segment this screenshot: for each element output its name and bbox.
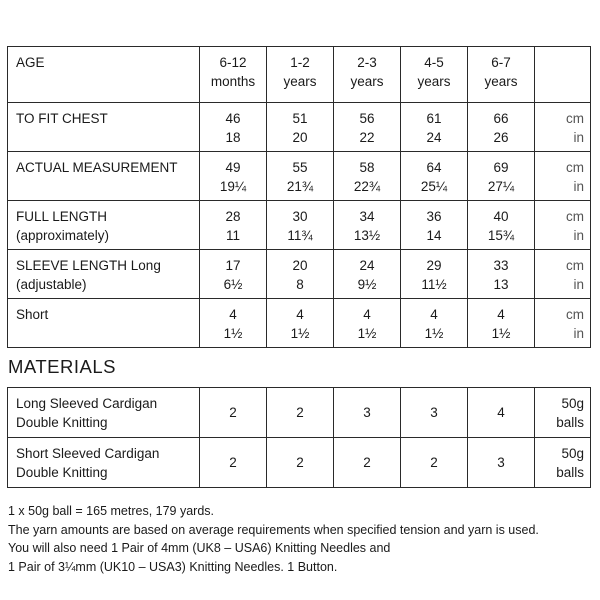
measure-cell: 51 20 bbox=[267, 103, 334, 152]
unit-cell: 50g balls bbox=[535, 388, 591, 438]
size-col-header: 6-12 months bbox=[200, 47, 267, 103]
measure-cell: 4 1½ bbox=[267, 299, 334, 348]
measure-cell: 56 22 bbox=[334, 103, 401, 152]
ball-count-cell: 3 bbox=[468, 438, 535, 488]
row-label: Short Sleeved Cardigan Double Knitting bbox=[8, 438, 200, 488]
materials-row bbox=[8, 388, 591, 438]
measure-cell: 28 11 bbox=[200, 201, 267, 250]
measure-cell: 64 25¼ bbox=[401, 152, 468, 201]
measure-cell: 4 1½ bbox=[334, 299, 401, 348]
age-label: AGE bbox=[8, 47, 200, 103]
ball-count-cell: 2 bbox=[200, 438, 267, 488]
unit-cell: cm in bbox=[535, 103, 591, 152]
measure-cell: 69 27¼ bbox=[468, 152, 535, 201]
ball-count-cell: 2 bbox=[334, 438, 401, 488]
measure-cell: 40 15¾ bbox=[468, 201, 535, 250]
ball-count-cell: 2 bbox=[401, 438, 468, 488]
unit-cell: cm in bbox=[535, 250, 591, 299]
unit-cell: cm in bbox=[535, 152, 591, 201]
row-label: ACTUAL MEASUREMENT bbox=[8, 152, 200, 201]
measure-cell: 66 26 bbox=[468, 103, 535, 152]
ball-count-cell: 3 bbox=[401, 388, 468, 438]
unit-cell: cm in bbox=[535, 201, 591, 250]
measure-cell: 17 6½ bbox=[200, 250, 267, 299]
measure-cell: 55 21¾ bbox=[267, 152, 334, 201]
measure-cell: 29 11½ bbox=[401, 250, 468, 299]
unit-cell: cm in bbox=[535, 299, 591, 348]
measure-cell: 4 1½ bbox=[401, 299, 468, 348]
ball-count-cell: 2 bbox=[267, 388, 334, 438]
size-col-header: 6-7 years bbox=[468, 47, 535, 103]
full-length-row bbox=[8, 201, 591, 250]
short-sleeve-row bbox=[8, 299, 591, 348]
ball-count-cell: 2 bbox=[267, 438, 334, 488]
note-line: The yarn amounts are based on average requirements when specified tension and yarn is used. bbox=[8, 522, 539, 537]
note-line: 1 Pair of 3¼mm (UK10 – USA3) Knitting Needles. 1 Button. bbox=[8, 559, 338, 574]
row-label: SLEEVE LENGTH Long (adjustable) bbox=[8, 250, 200, 299]
measure-cell: 30 11¾ bbox=[267, 201, 334, 250]
size-table bbox=[7, 46, 591, 348]
measure-cell: 61 24 bbox=[401, 103, 468, 152]
ball-count-cell: 3 bbox=[334, 388, 401, 438]
measure-cell: 46 18 bbox=[200, 103, 267, 152]
measure-cell: 4 1½ bbox=[468, 299, 535, 348]
note-line: You will also need 1 Pair of 4mm (UK8 – USA6) Knitting Needles and bbox=[8, 541, 391, 555]
materials-table bbox=[7, 387, 591, 488]
note-line: 1 x 50g ball = 165 metres, 179 yards. bbox=[8, 504, 215, 518]
materials-row bbox=[8, 438, 591, 488]
age-row bbox=[8, 47, 591, 103]
ball-count-cell: 2 bbox=[200, 388, 267, 438]
measure-cell: 58 22¾ bbox=[334, 152, 401, 201]
row-label: Short bbox=[8, 299, 200, 348]
size-col-header: 1-2 years bbox=[267, 47, 334, 103]
ball-count-cell: 4 bbox=[468, 388, 535, 438]
measure-cell: 4 1½ bbox=[200, 299, 267, 348]
measure-cell: 49 19¼ bbox=[200, 152, 267, 201]
measure-cell: 33 13 bbox=[468, 250, 535, 299]
size-col-header: 4-5 years bbox=[401, 47, 468, 103]
notes-block bbox=[8, 502, 539, 576]
measure-cell: 20 8 bbox=[267, 250, 334, 299]
unit-cell-empty bbox=[535, 47, 591, 103]
measure-cell: 24 9½ bbox=[334, 250, 401, 299]
measure-cell: 34 13½ bbox=[334, 201, 401, 250]
unit-cell: 50g balls bbox=[535, 438, 591, 488]
row-label: FULL LENGTH (approximately) bbox=[8, 201, 200, 250]
sleeve-length-row bbox=[8, 250, 591, 299]
actual-measurement-row bbox=[8, 152, 591, 201]
row-label: Long Sleeved Cardigan Double Knitting bbox=[8, 388, 200, 438]
materials-heading: MATERIALS bbox=[8, 356, 116, 377]
chest-row bbox=[8, 103, 591, 152]
size-col-header: 2-3 years bbox=[334, 47, 401, 103]
row-label: TO FIT CHEST bbox=[8, 103, 200, 152]
measure-cell: 36 14 bbox=[401, 201, 468, 250]
